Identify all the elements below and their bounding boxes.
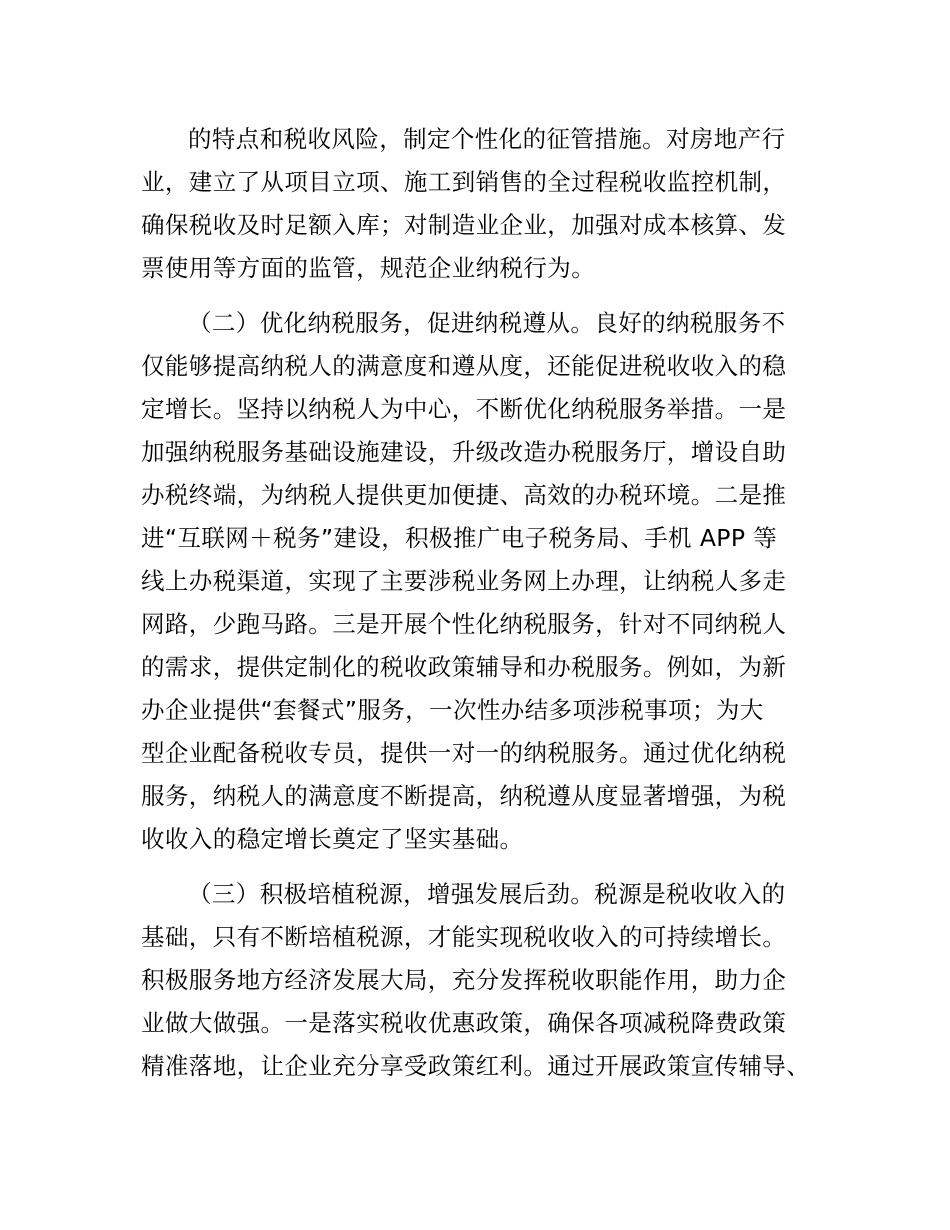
text-line: 服务，纳税人的满意度不断提高，纳税遵从度显著增强，为税 [141, 782, 787, 810]
text-line: 加强纳税服务基础设施建设，升级改造办税服务厅，增设自助 [141, 438, 787, 466]
text-line: 的需求，提供定制化的税收政策辅导和办税服务。例如，为新 [141, 653, 787, 681]
section-heading-line: （三）积极培植税源，增强发展后劲。税源是税收收入的 [188, 880, 786, 908]
paragraph-tax-management [141, 118, 821, 290]
text-line: 仅能够提高纳税人的满意度和遵从度，还能促进税收收入的稳 [141, 352, 787, 380]
text-line: 收收入的稳定增长奠定了坚实基础。 [141, 825, 524, 853]
text-line: 线上办税渠道，实现了主要涉税业务网上办理，让纳税人多走 [141, 567, 787, 595]
document-body [141, 118, 821, 1100]
text-line: 定增长。坚持以纳税人为中心，不断优化纳税服务举措。一是 [141, 395, 787, 423]
text-line: 进“互联网＋税务”建设，积极推广电子税务局、手机 APP 等 [141, 524, 778, 552]
text-line: 办企业提供“套餐式”服务，一次性办结多项涉税事项；为大 [141, 696, 764, 724]
text-line: 基础，只有不断培植税源，才能实现税收收入的可持续增长。 [141, 923, 787, 951]
text-line: 票使用等方面的监管，规范企业纳税行为。 [141, 254, 596, 282]
paragraph-tax-service [141, 302, 821, 861]
text-line: 型企业配备税收专员，提供一对一的纳税服务。通过优化纳税 [141, 739, 787, 767]
text-line: 积极服务地方经济发展大局，充分发挥税收职能作用，助力企 [141, 966, 787, 994]
paragraph-tax-source [141, 873, 821, 1088]
text-line: 办税终端，为纳税人提供更加便捷、高效的办税环境。二是推 [141, 481, 787, 509]
section-heading-line: （二）优化纳税服务，促进纳税遵从。良好的纳税服务不 [188, 309, 786, 337]
text-line: 网路，少跑马路。三是开展个性化纳税服务，针对不同纳税人 [141, 610, 787, 638]
text-line: 的特点和税收风险，制定个性化的征管措施。对房地产行 [188, 125, 786, 153]
text-line: 业，建立了从项目立项、施工到销售的全过程税收监控机制， [141, 168, 787, 196]
text-line: 确保税收及时足额入库；对制造业企业，加强对成本核算、发 [141, 211, 787, 239]
text-line: 业做大做强。一是落实税收优惠政策，确保各项减税降费政策 [141, 1009, 787, 1037]
text-line: 精准落地，让企业充分享受政策红利。通过开展政策宣传辅导、 [141, 1052, 811, 1080]
